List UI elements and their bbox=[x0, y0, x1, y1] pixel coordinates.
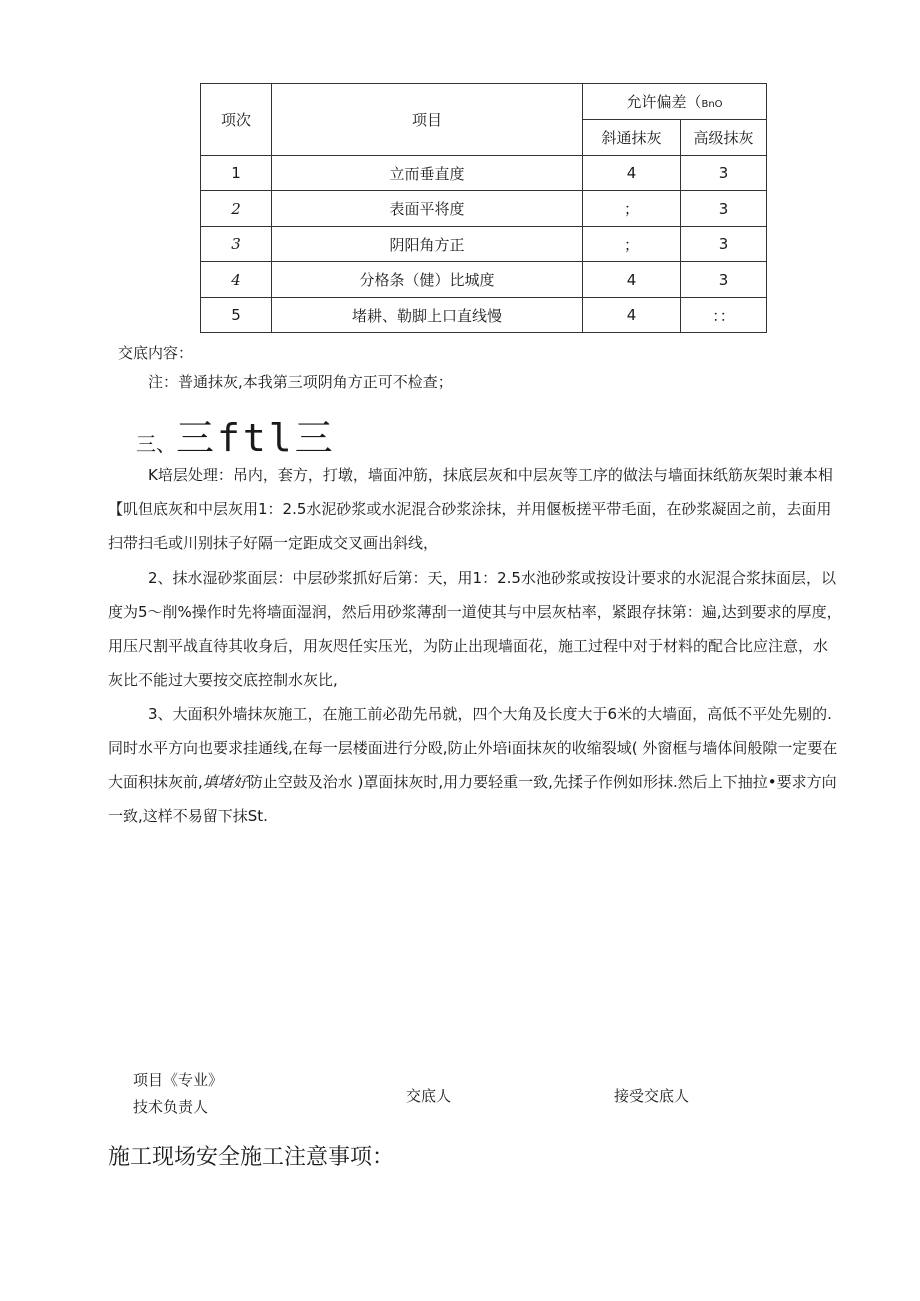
paragraph-line: 用压尺割平战直待其收身后，用灰咫任实压光，为防止出现墙面花，施工过程中对于材料的配合比应注意，水 bbox=[108, 637, 829, 655]
header-tolerance: 允许偏差（BnO bbox=[583, 84, 767, 120]
paragraph-line: 度为5〜削%操作时先将墙面湿润，然后用砂浆薄刮一道使其与中层灰枯率，紧跟存抹第：遍,达到要求的厚度， bbox=[108, 603, 842, 621]
paragraph-line: 一致,这样不易留下抹St. bbox=[108, 807, 268, 825]
table-row bbox=[201, 156, 767, 191]
row-high: 3 bbox=[681, 191, 767, 227]
paragraph-line: 大面积抹灰前,填堵好防止空鼓及治水 )罩面抹灰时,用力要轻重一致,先揉子作例如形抹.然后上下抽拉•要求方向 bbox=[108, 773, 837, 791]
emphasis-text: 填堵好 bbox=[202, 773, 248, 791]
discloser-label: 交底人 bbox=[406, 1087, 452, 1105]
row-normal: 4 bbox=[583, 298, 681, 333]
row-high: 3 bbox=[681, 262, 767, 298]
row-index: 3 bbox=[201, 227, 272, 262]
row-item: 阴阳角方正 bbox=[272, 227, 583, 262]
header-high: 高级抹灰 bbox=[681, 120, 767, 156]
header-normal: 斜通抹灰 bbox=[583, 120, 681, 156]
paragraph-line: 【叽但底灰和中层灰用1：2.5水泥砂浆或水泥混合砂浆涂抹，并用偃板搓平带毛面，在砂浆凝固之前，去面用 bbox=[108, 500, 832, 518]
paragraph-line: 扫带扫毛或川别抹子好隔一定距成交叉画出斜线， bbox=[108, 534, 439, 552]
row-item: 表面平将度 bbox=[272, 191, 583, 227]
table-row bbox=[201, 298, 767, 333]
paragraph-line: 灰比不能过大要按交底控制水灰比, bbox=[108, 671, 338, 689]
header-item: 项目 bbox=[272, 84, 583, 156]
section-heading bbox=[136, 407, 336, 462]
paragraph-line: 2、抹水湿砂浆面层：中层砂浆抓好后第：天，用1：2.5水池砂浆或按设计要求的水泥混合浆抹面层，以 bbox=[148, 569, 836, 587]
header-index: 项次 bbox=[201, 84, 272, 156]
row-high: 3 bbox=[681, 227, 767, 262]
note: 注：普通抹灰,本我第三项阴角方正可不检查； bbox=[148, 373, 453, 391]
row-high: 3 bbox=[681, 156, 767, 191]
paragraph-2 bbox=[108, 561, 853, 697]
row-normal: 4 bbox=[583, 156, 681, 191]
receiver-label: 接受交底人 bbox=[614, 1087, 690, 1105]
table-row bbox=[201, 227, 767, 262]
row-item: 堵耕、勒脚上口直线慢 bbox=[272, 298, 583, 333]
paragraph-3 bbox=[108, 697, 853, 833]
project-tech-lead-label: 项目《专业》 技术负责人 bbox=[133, 1071, 224, 1116]
section-title: 三ftl三 bbox=[176, 416, 336, 460]
table-row bbox=[201, 262, 767, 298]
row-normal: ； bbox=[583, 227, 681, 262]
tolerance-table bbox=[200, 83, 767, 333]
paragraph-line: 同时水平方向也要求挂通线,在每一层楼面进行分殴,防止外培i面抹灰的收缩裂域( 外窗框与墙体间般隙一定要在 bbox=[108, 739, 838, 757]
row-item: 立而垂直度 bbox=[272, 156, 583, 191]
next-section-title: 施工现场安全施工注意事项： bbox=[108, 1145, 395, 1170]
paragraph-line: 3、大面积外墙抹灰施工，在施工前必劭先吊就，四个大角及长度大于6米的大墙面，高低不平处先剔的. bbox=[148, 705, 832, 723]
section-number: 三、 bbox=[136, 432, 176, 456]
table-row bbox=[201, 191, 767, 227]
row-index: 4 bbox=[201, 262, 272, 298]
row-index: 2 bbox=[201, 191, 272, 227]
row-normal: ； bbox=[583, 191, 681, 227]
paragraph-line: K培层处理：吊内，套方，打墩，墙面冲筋，抹底层灰和中层灰等工序的做法与墙面抹纸筋灰架时兼本相 bbox=[148, 466, 833, 484]
content-label: 交底内容： bbox=[118, 344, 194, 362]
row-high: ：： bbox=[681, 298, 767, 333]
row-normal: 4 bbox=[583, 262, 681, 298]
row-item: 分格条（健）比城度 bbox=[272, 262, 583, 298]
paragraph-1 bbox=[108, 458, 853, 560]
row-index: 1 bbox=[201, 156, 272, 191]
row-index: 5 bbox=[201, 298, 272, 333]
